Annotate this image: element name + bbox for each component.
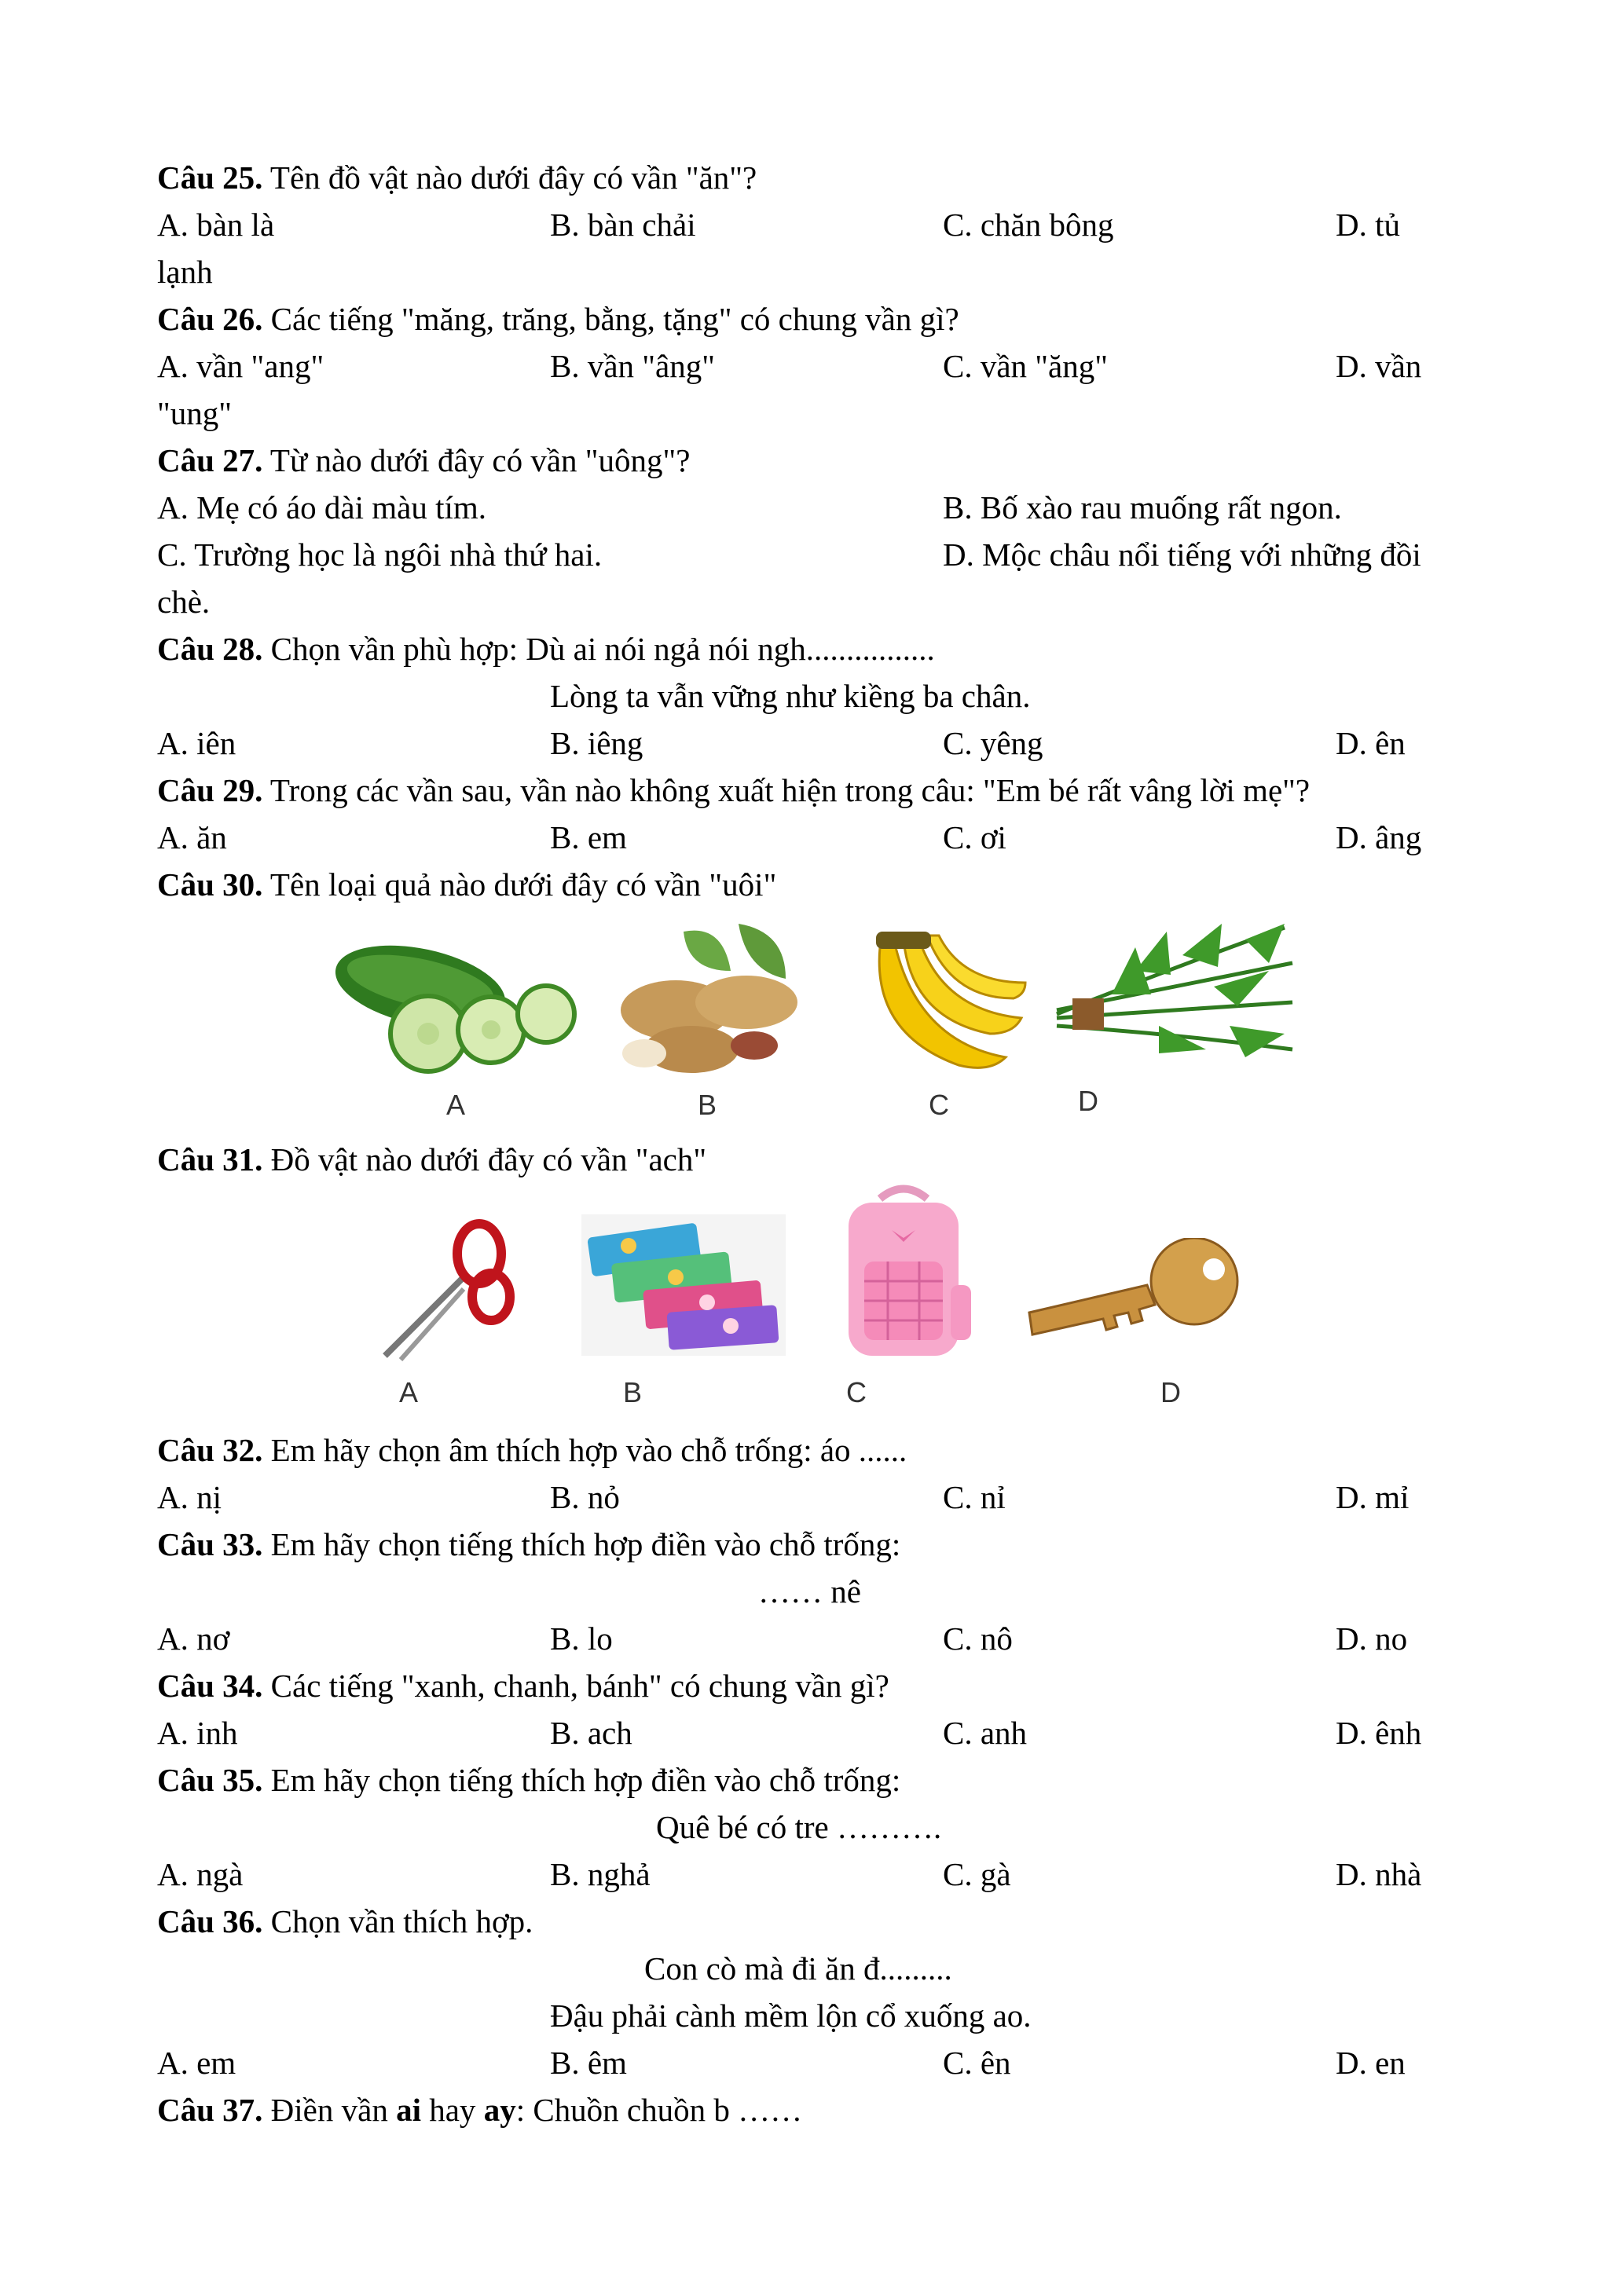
options-25: [157, 201, 1493, 248]
image-option-b[interactable]: [581, 1214, 786, 1426]
option-c[interactable]: C. vần "ăng": [943, 348, 1108, 384]
option-b[interactable]: B. em: [550, 819, 627, 855]
option-d-wrap: lạnh: [157, 254, 213, 290]
question-text: Tên loại quả nào dưới đây có vần "uôi": [262, 866, 777, 903]
option-c[interactable]: C. anh: [943, 1715, 1028, 1751]
image-label-b: B: [622, 1376, 642, 1408]
option-d[interactable]: D. ên: [1336, 725, 1406, 761]
options-36: [157, 2039, 1493, 2086]
image-option-c[interactable]: [849, 916, 1029, 1128]
question-number: Câu 25.: [157, 159, 263, 196]
option-d[interactable]: D. Mộc châu nổi tiếng với những đồi: [943, 536, 1421, 573]
image-label-c: C: [846, 1376, 867, 1408]
options-34: [157, 1709, 1493, 1756]
option-b[interactable]: B. nỏ: [550, 1479, 620, 1515]
question-text: Đồ vật nào dưới đây có vần "ach": [262, 1141, 707, 1177]
peanut-icon: [597, 916, 817, 1081]
poem-line-1: [157, 1945, 1493, 1992]
option-b[interactable]: B. nghả: [550, 1856, 651, 1892]
option-d[interactable]: D. en: [1336, 2045, 1406, 2081]
question-31: [157, 1136, 1493, 1183]
option-c[interactable]: C. nô: [943, 1620, 1013, 1657]
image-option-a[interactable]: [377, 1214, 519, 1426]
options-26: [157, 342, 1493, 390]
question-number: Câu 31.: [157, 1141, 263, 1177]
fill-line: [157, 1568, 1493, 1615]
option-b[interactable]: B. êm: [550, 2045, 627, 2081]
poem-text: Lòng ta vẫn vững như kiềng ba chân.: [550, 678, 1031, 714]
poem-text: Đậu phải cành mềm lộn cổ xuống ao.: [550, 1998, 1032, 2034]
question-number: Câu 36.: [157, 1903, 263, 1939]
scissors-icon: [377, 1214, 519, 1371]
banana-icon: [849, 916, 1029, 1081]
option-a[interactable]: A. ăn: [157, 819, 227, 855]
question-text: Từ nào dưới đây có vần "uông"?: [262, 442, 691, 478]
option-a[interactable]: A. Mẹ có áo dài màu tím.: [157, 489, 487, 525]
rhyme-ai: ai: [396, 2092, 421, 2128]
question-text: Em hãy chọn âm thích hợp vào chỗ trống: áo ......: [262, 1432, 907, 1468]
question-35: [157, 1756, 1493, 1803]
question-text: Điền vần: [262, 2092, 397, 2128]
image-label-d: D: [1160, 1376, 1181, 1408]
question-text: Chọn vần phù hợp: Dù ai nói ngả nói ngh................: [262, 631, 935, 667]
option-d-wrap: chè.: [157, 584, 211, 620]
question-25: [157, 154, 1493, 201]
question-number: Câu 32.: [157, 1432, 263, 1468]
option-d[interactable]: D. vần: [1336, 348, 1422, 384]
object-images: [157, 1183, 1493, 1426]
option-b[interactable]: B. Bố xào rau muống rất ngon.: [943, 489, 1342, 525]
question-number: Câu 26.: [157, 301, 263, 337]
image-label-a: A: [398, 1376, 418, 1408]
question-text: Trong các vần sau, vần nào không xuất hiện trong câu: "Em bé rất vâng lời mẹ"?: [262, 772, 1311, 808]
question-number: Câu 29.: [157, 772, 263, 808]
question-text: Em hãy chọn tiếng thích hợp điền vào chỗ trống:: [262, 1526, 901, 1562]
question-26: [157, 295, 1493, 342]
option-d-wrap: "ung": [157, 395, 232, 431]
question-number: Câu 33.: [157, 1526, 263, 1562]
image-option-c[interactable]: [833, 1183, 974, 1426]
poem-line: [157, 672, 1493, 720]
option-c[interactable]: C. ơi: [943, 819, 1006, 855]
option-c[interactable]: C. ên: [943, 2045, 1011, 2081]
question-text: : Chuồn chuồn b ……: [515, 2092, 803, 2128]
options-29: [157, 814, 1493, 861]
image-label-a: A: [445, 1089, 465, 1121]
question-32: [157, 1426, 1493, 1474]
question-number: Câu 28.: [157, 631, 263, 667]
option-b[interactable]: B. lo: [550, 1620, 613, 1657]
option-c[interactable]: C. yêng: [943, 725, 1043, 761]
option-a[interactable]: A. nơ: [157, 1620, 230, 1657]
question-text: Các tiếng "măng, trăng, bằng, tặng" có chung vần gì?: [262, 301, 959, 337]
question-text: Các tiếng "xanh, chanh, bánh" có chung vần gì?: [262, 1668, 889, 1704]
option-a[interactable]: A. vần "ang": [157, 348, 324, 384]
option-d[interactable]: D. nhà: [1336, 1856, 1422, 1892]
question-27: [157, 437, 1493, 484]
backpack-icon: [833, 1183, 974, 1364]
options-27-row1: [157, 484, 1493, 531]
option-d[interactable]: D. tủ: [1336, 207, 1400, 243]
option-a[interactable]: A. nị: [157, 1479, 222, 1515]
water-spinach-icon: [1041, 908, 1300, 1081]
image-option-d[interactable]: [1021, 1238, 1257, 1426]
image-label-c: C: [929, 1089, 949, 1121]
question-number: Câu 34.: [157, 1668, 263, 1704]
question-text: hay: [420, 2092, 484, 2128]
question-28: [157, 625, 1493, 672]
option-a[interactable]: A. em: [157, 2045, 236, 2081]
image-label-b: B: [697, 1089, 717, 1121]
option-c[interactable]: C. Trường học là ngôi nhà thứ hai.: [157, 536, 603, 573]
option-c[interactable]: C. nỉ: [943, 1479, 1006, 1515]
option-b[interactable]: B. vần "âng": [550, 348, 715, 384]
fill-text: …… nê: [758, 1573, 861, 1609]
question-29: [157, 767, 1493, 814]
question-36: [157, 1898, 1493, 1945]
option-d[interactable]: D. âng: [1336, 819, 1422, 855]
question-30: [157, 861, 1493, 908]
option-b[interactable]: B. iêng: [550, 725, 643, 761]
question-text: Tên đồ vật nào dưới đây có vần "ăn"?: [262, 159, 757, 196]
option-a[interactable]: A. ngà: [157, 1856, 244, 1892]
image-option-a[interactable]: [334, 916, 577, 1128]
worksheet-page: [157, 154, 1493, 2133]
rhyme-ay: ay: [483, 2092, 516, 2128]
question-text: Em hãy chọn tiếng thích hợp điền vào chỗ trống:: [262, 1762, 901, 1798]
pencil-case-icon: [581, 1214, 786, 1356]
options-28: [157, 720, 1493, 767]
fruit-images: [157, 908, 1493, 1136]
question-34: [157, 1662, 1493, 1709]
question-text: Chọn vần thích hợp.: [262, 1903, 533, 1939]
option-a[interactable]: A. inh: [157, 1715, 238, 1751]
option-c[interactable]: C. gà: [943, 1856, 1011, 1892]
question-number: Câu 30.: [157, 866, 263, 903]
question-number: Câu 27.: [157, 442, 263, 478]
question-33: [157, 1521, 1493, 1568]
poem-line-2: [157, 1992, 1493, 2039]
fill-text: Quê bé có tre ……….: [656, 1809, 942, 1845]
question-37: [157, 2086, 1493, 2133]
options-35: [157, 1851, 1493, 1898]
option-d[interactable]: D. no: [1336, 1620, 1408, 1657]
option-c[interactable]: C. chăn bông: [943, 207, 1114, 243]
option-d[interactable]: D. ênh: [1336, 1715, 1422, 1751]
option-a[interactable]: A. iên: [157, 725, 236, 761]
cucumber-icon: [334, 916, 577, 1081]
image-option-d[interactable]: [1041, 908, 1300, 1128]
option-a[interactable]: A. bàn là: [157, 207, 275, 243]
question-number: Câu 35.: [157, 1762, 263, 1798]
options-32: [157, 1474, 1493, 1521]
option-b[interactable]: B. ach: [550, 1715, 632, 1751]
question-number: Câu 37.: [157, 2092, 263, 2128]
options-27-row2: [157, 531, 1493, 578]
key-icon: [1021, 1238, 1257, 1340]
fill-line: [157, 1803, 1493, 1851]
image-option-b[interactable]: [597, 916, 817, 1128]
options-33: [157, 1615, 1493, 1662]
option-d[interactable]: D. mỉ: [1336, 1479, 1410, 1515]
option-b[interactable]: B. bàn chải: [550, 207, 696, 243]
poem-text: Con cò mà đi ăn đ.........: [644, 1950, 952, 1987]
image-label-d: D: [1078, 1085, 1098, 1117]
